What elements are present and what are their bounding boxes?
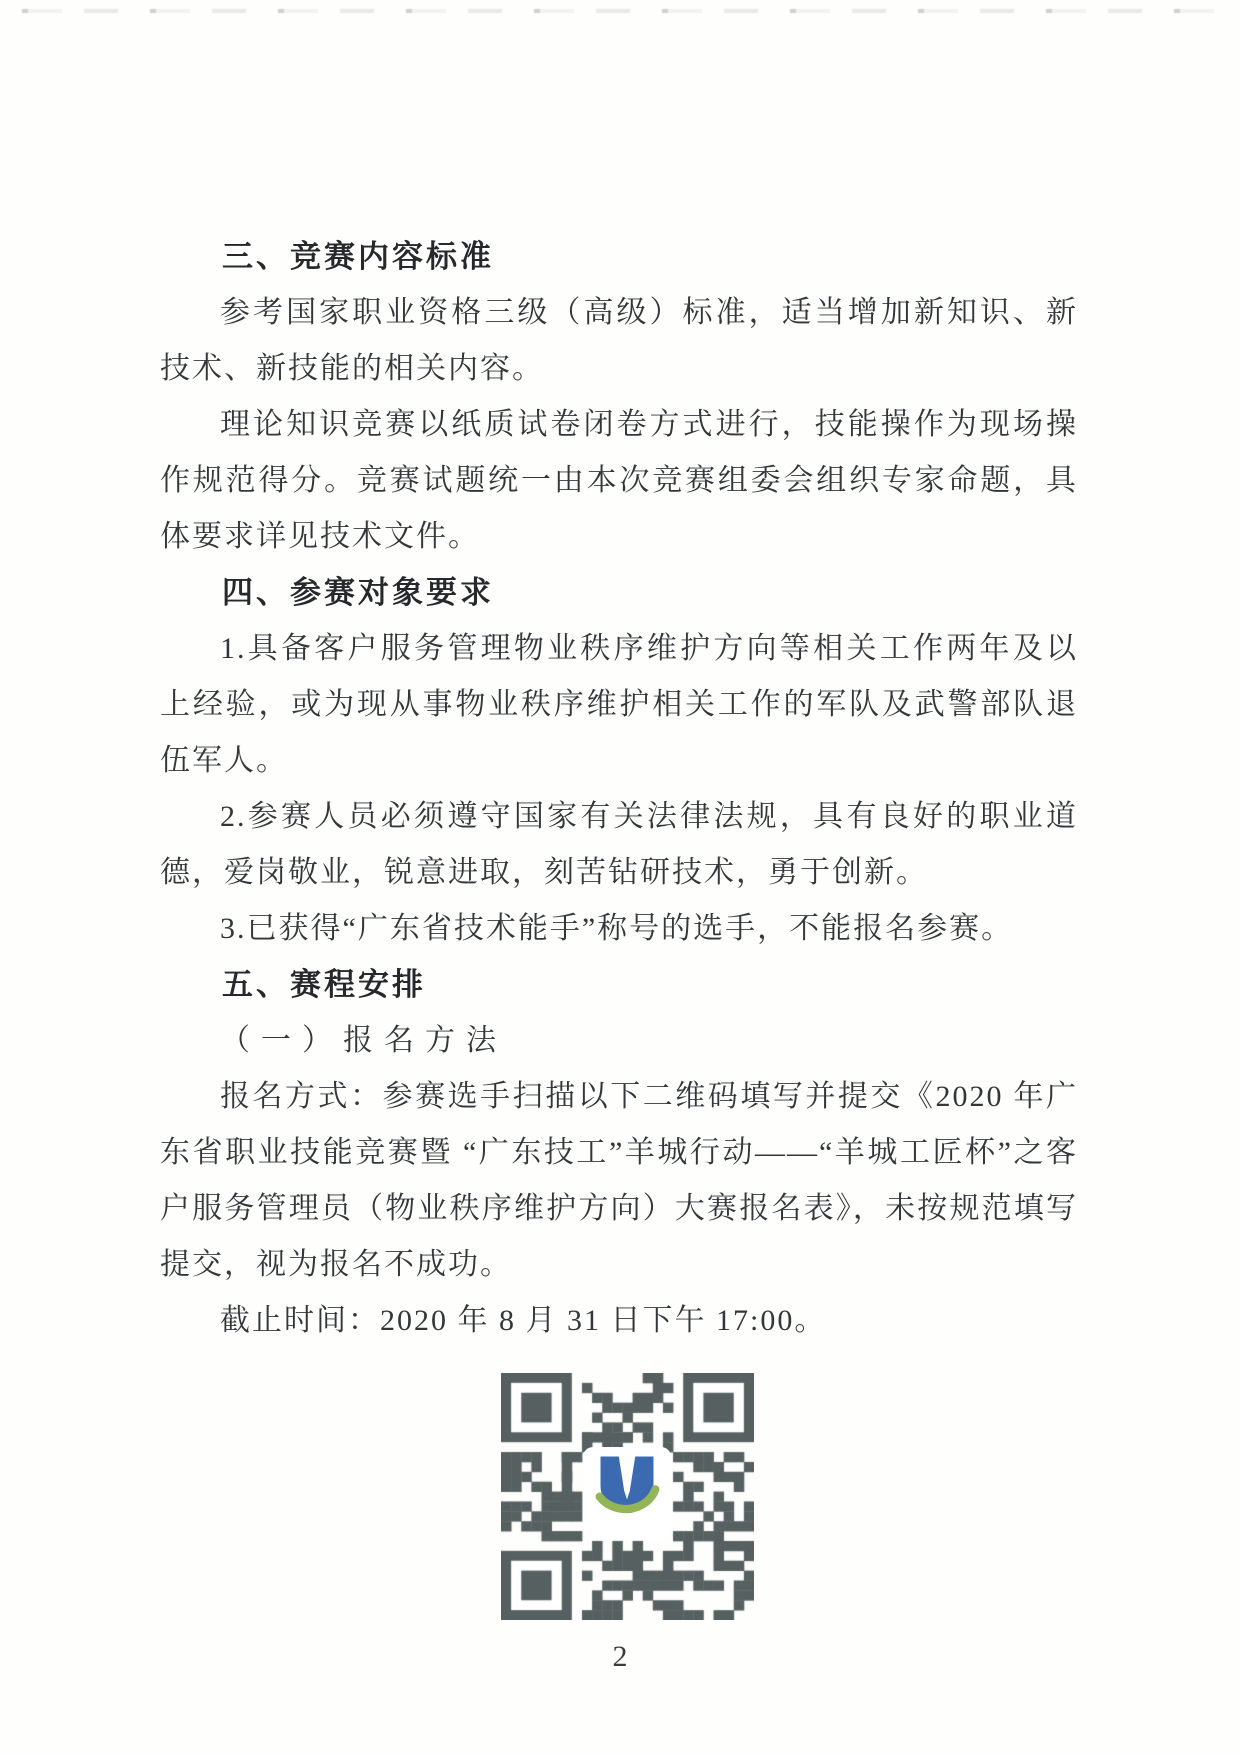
- body-paragraph: 2.参赛人员必须遵守国家有关法律法规，具有良好的职业道德，爱岗敬业，锐意进取，刻苦钻研技术，勇于创新。: [160, 800, 1078, 889]
- u-shield-tie-logo-icon: [587, 1451, 667, 1535]
- page-number: 2: [612, 1640, 628, 1673]
- body-paragraph: 报名方式：参赛选手扫描以下二维码填写并提交《2020 年广东省职业技能竞赛暨 “广东技工”羊城行动——“羊城工匠杯”之客户服务管理员（物业秩序维护方向）大赛报名表》，未按规范填写提交，视为报名不成功。: [160, 1080, 1078, 1281]
- scan-artifact-line: [22, 9, 1222, 13]
- body-paragraph: 参考国家职业资格三级（高级）标准，适当增加新知识、新技术、新技能的相关内容。: [160, 296, 1078, 385]
- section-heading: 四、参赛对象要求: [222, 575, 494, 610]
- body-paragraph: 1.具备客户服务管理物业秩序维护方向等相关工作两年及以上经验，或为现从事物业秩序维护相关工作的军队及武警部队退伍军人。: [160, 632, 1078, 777]
- body-paragraph: 截止时间：2020 年 8 月 31 日下午 17:00。: [220, 1304, 827, 1337]
- qr-center-logo: [583, 1447, 671, 1539]
- sub-heading: （一）报名方法: [220, 1024, 507, 1057]
- document-body: [160, 229, 1078, 1349]
- section-heading: 五、赛程安排: [222, 967, 426, 1002]
- registration-qr-code: [501, 1373, 754, 1620]
- body-paragraph: 理论知识竞赛以纸质试卷闭卷方式进行，技能操作为现场操作规范得分。竞赛试题统一由本次竞赛组委会组织专家命题，具体要求详见技术文件。: [160, 408, 1078, 553]
- section-heading: 三、竞赛内容标准: [222, 239, 494, 274]
- body-paragraph: 3.已获得“广东省技术能手”称号的选手，不能报名参赛。: [220, 912, 1014, 945]
